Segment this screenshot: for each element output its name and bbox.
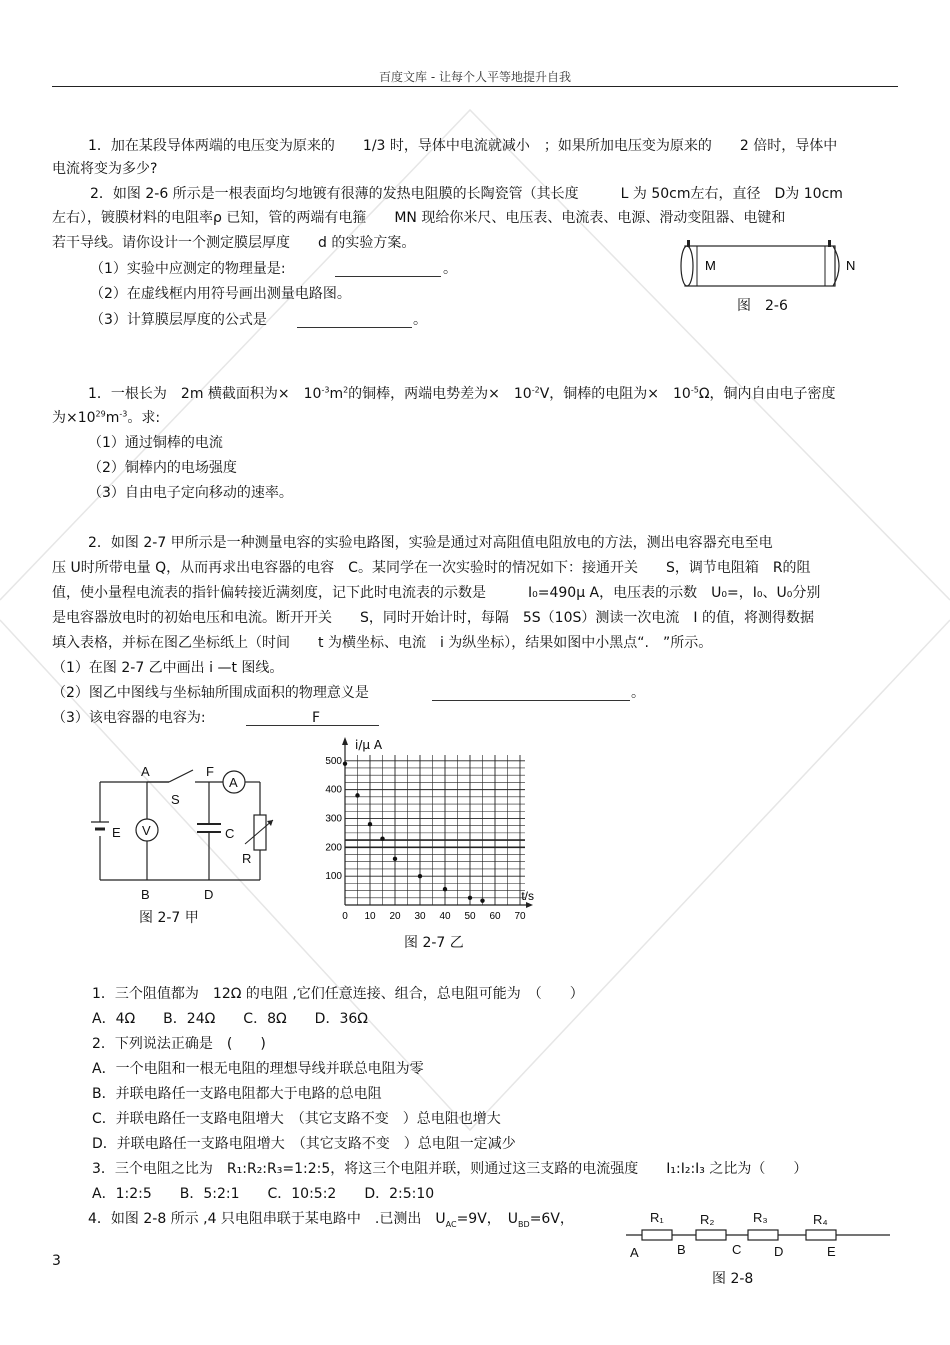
y-tick-label: 300 bbox=[325, 813, 342, 825]
s2-q2-line5: 填入表格，并标在图乙坐标纸上（时间 t 为横坐标、电流 i 为纵坐标），结果如图中小黑点“. ”所示。 bbox=[52, 635, 713, 651]
s2-q2-sub2: （2）图乙中图线与坐标轴所围成面积的物理意义是 bbox=[52, 685, 369, 701]
s2-q1-sub3: （3）自由电子定向移动的速率。 bbox=[88, 485, 293, 501]
s2-q2-sub3-unit: F bbox=[312, 710, 321, 726]
tube-label-n: N bbox=[846, 258, 856, 273]
data-point bbox=[368, 822, 372, 826]
header-rule bbox=[52, 86, 898, 87]
s3-q1: 1．三个阻值都为 12Ω 的电阻 ,它们任意连接、组合，总电阻可能为 （ ） bbox=[92, 986, 584, 1002]
s2-q1-line1: 1．一根长为 2m 横截面积为× $10^{-3}m^2$的铜棒，两端电势差为× $10^{-2}V$，铜棒的电阻为× $10^{-5}\Omega$，铜内自由电子密度 bbox=[88, 385, 836, 402]
data-point bbox=[355, 793, 359, 797]
circuit-label-c: C bbox=[225, 826, 235, 841]
s2-q2-line2: 压 U时所带电量 Q，从而再求出电容器的电容 C。某同学在一次实验时的情况如下：接通开关 S，调节电阻箱 R的阻 bbox=[52, 560, 811, 576]
s3-q4: 4．如图 2-8 所示 ,4 只电阻串联于某电路中 .已测出 $U_{AC}=9V$， $U_{BD}=6V$， bbox=[88, 1211, 574, 1229]
blank-line bbox=[297, 327, 412, 328]
data-point bbox=[468, 896, 472, 900]
data-point bbox=[480, 898, 484, 902]
s3-q1-options: A．4Ω B．24Ω C．8Ω D．36Ω bbox=[92, 1011, 368, 1027]
s1-q1-line1: 1．加在某段导体两端的电压变为原来的 1/3 时，导体中电流就减小 ；如果所加电压变为原来的 2 倍时，导体中 bbox=[88, 138, 838, 154]
y-axis-arrow bbox=[342, 737, 348, 745]
circuit-label-d: D bbox=[204, 887, 214, 902]
s3-q2-a: A．一个电阻和一根无电阻的理想导线并联总电阻为零 bbox=[92, 1061, 424, 1077]
x-tick-label: 50 bbox=[464, 911, 476, 922]
s2-q2-sub1: （1）在图 2-7 乙中画出 i —t 图线。 bbox=[52, 660, 284, 676]
fig-2-7b-caption: 图 2-7 乙 bbox=[404, 935, 464, 951]
s3-q3-options: A．1:2:5 B．5:2:1 C．10:5:2 D．2:5:10 bbox=[92, 1186, 435, 1202]
circuit-label-r: R bbox=[242, 851, 252, 866]
s3-q2: 2．下列说法正确是 ( ) bbox=[92, 1036, 266, 1052]
voltmeter-label: V bbox=[142, 823, 151, 838]
node-e: E bbox=[827, 1244, 836, 1259]
s1-q2-sub3: （3）计算膜层厚度的公式是 bbox=[90, 312, 267, 328]
x-tick-label: 70 bbox=[514, 911, 526, 922]
page-number: 3 bbox=[52, 1253, 61, 1269]
s1-q2-sub3-end: 。 bbox=[413, 312, 427, 328]
chart-x-axis-label: t/s bbox=[521, 889, 534, 903]
s1-q1-line2: 电流将变为多少? bbox=[52, 161, 158, 177]
x-tick-label: 40 bbox=[439, 911, 451, 922]
s2-q1-line2: 为$\times 10^{29}m^{-3}$。求: bbox=[52, 409, 161, 426]
node-d: D bbox=[774, 1244, 784, 1259]
circuit-label-f: F bbox=[206, 764, 214, 779]
s2-q2-line3: 值，使小量程电流表的指针偏转接近满刻度，记下此时电流表的示数是 I₀=490μ A，电压表的示数 U₀=，I₀、U₀分别 bbox=[52, 585, 821, 601]
resistor-r1 bbox=[642, 1230, 672, 1240]
x-tick-label: 10 bbox=[364, 911, 376, 922]
s3-q3: 3．三个电阻之比为 R₁:R₂:R₃=1:2:5，将这三个电阻并联，则通过这三支路的电流强度 I₁:I₂:I₃ 之比为（ ） bbox=[92, 1161, 808, 1177]
data-point bbox=[443, 887, 447, 891]
circuit-label-e: E bbox=[112, 825, 121, 840]
resistor-r3 bbox=[748, 1230, 778, 1240]
circuit-label-a: A bbox=[141, 764, 150, 779]
s2-q1-sub2: （2）铜棒内的电场强度 bbox=[88, 460, 237, 476]
s1-q2-sub2: （2）在虚线框内用符号画出测量电路图。 bbox=[90, 286, 351, 302]
resistor-r4 bbox=[806, 1230, 836, 1240]
s2-q2-line4: 是电容器放电时的初始电压和电流。断开开关 S，同时开始计时，每隔 5S（10S）测读一次电流 I 的值，将测得数据 bbox=[52, 610, 814, 626]
series-resistors-figure bbox=[620, 1205, 895, 1265]
y-tick-label: 400 bbox=[325, 784, 342, 796]
y-tick-label: 200 bbox=[325, 842, 342, 854]
s3-q2-c: C．并联电路任一支路电阻增大 （其它支路不变 ）总电阻也增大 bbox=[92, 1111, 501, 1127]
tube-label-m: M bbox=[705, 258, 716, 273]
fig-2-6-caption: 图 2-6 bbox=[737, 298, 788, 314]
s2-q2-sub2-end: 。 bbox=[631, 685, 645, 701]
header-title: 百度文库 - 让每个人平等地提升自我 bbox=[379, 70, 571, 84]
data-point bbox=[380, 836, 384, 840]
chart-y-axis-label: i/μ A bbox=[355, 738, 383, 752]
x-tick-label: 30 bbox=[414, 911, 426, 922]
circuit-figure bbox=[85, 760, 275, 910]
y-tick-label: 100 bbox=[325, 871, 342, 883]
x-tick-label: 60 bbox=[489, 911, 501, 922]
s2-q2-line1: 2．如图 2-7 甲所示是一种测量电容的实验电路图，实验是通过对高阻值电阻放电的方法，测出电容器充电至电 bbox=[88, 535, 773, 551]
s3-q2-d: D．并联电路任一支路电阻增大 （其它支路不变 ）总电阻一定减少 bbox=[92, 1136, 516, 1152]
node-b: B bbox=[677, 1242, 686, 1257]
s1-q2-sub1-end: 。 bbox=[443, 261, 457, 277]
label-r1: R₁ bbox=[650, 1210, 664, 1225]
s1-q2-sub1: （1）实验中应测定的物理量是: bbox=[90, 261, 286, 277]
data-point bbox=[393, 857, 397, 861]
ammeter-label: A bbox=[229, 775, 238, 790]
current-time-chart bbox=[315, 733, 535, 933]
s1-q2-line1: 2．如图 2-6 所示是一根表面均匀地镀有很薄的发热电阻膜的长陶瓷管（其长度 L 为 50cm左右，直径 D为 10cm bbox=[90, 186, 843, 202]
x-tick-label: 0 bbox=[342, 911, 348, 922]
data-point bbox=[343, 761, 347, 765]
s2-q2-sub3: （3）该电容器的电容为: bbox=[52, 710, 206, 726]
label-r4: R₄ bbox=[813, 1212, 828, 1227]
node-c: C bbox=[732, 1242, 742, 1257]
s2-q1-sub1: （1）通过铜棒的电流 bbox=[88, 435, 223, 451]
y-tick-label: 500 bbox=[325, 755, 342, 767]
fig-2-7a-caption: 图 2-7 甲 bbox=[139, 910, 199, 926]
node-a: A bbox=[630, 1245, 639, 1260]
circuit-label-b: B bbox=[141, 887, 150, 902]
blank-line bbox=[335, 276, 441, 277]
label-r2: R₂ bbox=[700, 1212, 715, 1227]
x-tick-label: 20 bbox=[389, 911, 401, 922]
circuit-label-s: S bbox=[171, 792, 180, 807]
s1-q2-line2: 左右），镀膜材料的电阻率ρ 已知，管的两端有电箍 MN 现给你米尺、电压表、电流表、电源、滑动变阻器、电键和 bbox=[52, 210, 786, 226]
label-r3: R₃ bbox=[753, 1210, 768, 1225]
blank-line bbox=[432, 700, 630, 701]
s1-q2-line3: 若干导线。请你设计一个测定膜层厚度 d 的实验方案。 bbox=[52, 235, 416, 251]
s3-q2-b: B．并联电路任一支路电阻都大于电路的总电阻 bbox=[92, 1086, 382, 1102]
resistor-r2 bbox=[696, 1230, 726, 1240]
fig-2-8-caption: 图 2-8 bbox=[712, 1271, 754, 1287]
data-point bbox=[418, 874, 422, 878]
